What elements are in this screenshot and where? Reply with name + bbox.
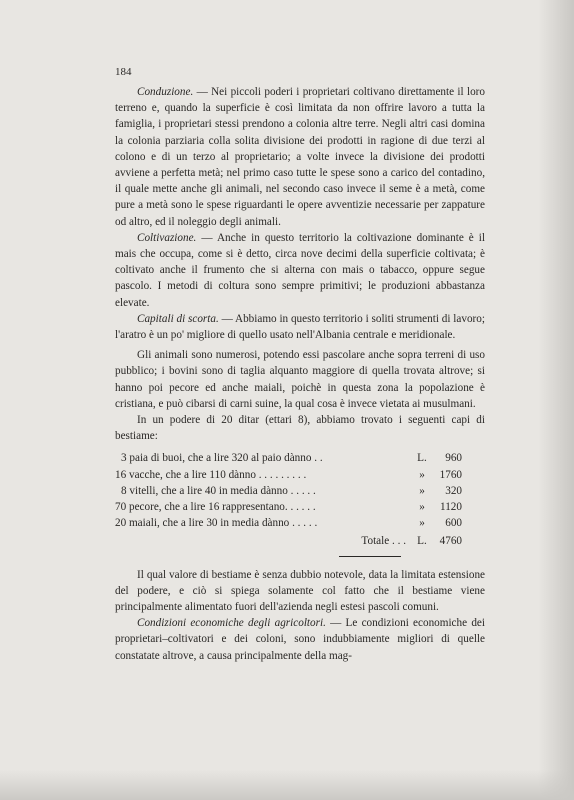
paragraph-text: — Nei piccoli poderi i proprietari coltivano direttamente il loro terreno e, quando la superficie è così limitata da non offrire lavoro a tutta la famiglia, i proprietari stessi prendono a colonia altre terre. Negli altri casi domina la colonia parziaria colla solita divisione dei prodotti in ragione di due terzi al colono e di un terzo al proprietario; a volte invece la divisione dei prodotti avviene a perfetta metà; nel primo caso tutte le spese sono a carico del contadino, il quale mette anche gli animali, nel secondo caso invece il seme è a metà, come pure a metà sono le spese riguardanti le opere avventizie necessarie per zappature od altro, ed il noleggio degli animali. bbox=[115, 86, 485, 228]
table-row bbox=[115, 450, 485, 466]
paragraph-text: Gli animali sono numerosi, potendo essi pascolare anche sopra terreni di uso pubblico; i bovini sono di taglia alquanto maggiore di quella trovata altrove; si hanno poi pecore ed anche maiali, poichè in questa zona la popolazione è cristiana, e può cibarsi di carni suine, la qual cosa è invece vietata ai musulmani. bbox=[115, 349, 485, 410]
total-underline bbox=[339, 556, 401, 557]
section-title: Condizioni economiche degli agricoltori. bbox=[137, 617, 326, 630]
row-currency: L. bbox=[417, 452, 427, 465]
row-currency: » bbox=[419, 517, 425, 530]
paragraph-valore bbox=[115, 567, 485, 616]
paragraph-text: — Anche in questo territorio la coltivazione dominante è il mais che occupa, come si è detto, circa nove decimi della superficie coltivata; è coltivato anche il frumento che si alterna con mais o tabacco, oppure segue pascolo. I metodi di coltura sono sempre primitivi; le produzioni abbastanza elevate. bbox=[115, 231, 485, 309]
row-amount: 960 bbox=[445, 452, 462, 465]
total-amount: 4760 bbox=[439, 535, 462, 548]
total-label: Totale . . . bbox=[361, 535, 406, 548]
row-amount: 1760 bbox=[439, 468, 462, 481]
section-title: Conduzione. bbox=[137, 86, 194, 98]
paragraph-conduzione bbox=[115, 84, 485, 230]
paragraph-text: — Abbiamo in questo territorio i soliti strumenti di lavoro; l'aratro è un po' migliore di quello usato nell'Albania centrale e meridionale. bbox=[115, 312, 485, 342]
row-description: 70 pecore, che a lire 16 rappresentano. . . . . . bbox=[115, 501, 316, 514]
paragraph-podere bbox=[115, 412, 485, 444]
table-total-row bbox=[115, 533, 485, 549]
row-description: 3 paia di buoi, che a lire 320 al paio dànno . . bbox=[121, 452, 323, 465]
row-description: 16 vacche, che a lire 110 dànno . . . . . . . . . bbox=[115, 468, 307, 481]
paragraph-coltivazione bbox=[115, 230, 485, 311]
page-bottom-shadow bbox=[0, 770, 574, 800]
page-number: 184 bbox=[115, 66, 132, 78]
total-currency: L. bbox=[417, 535, 427, 548]
paragraph-capitali bbox=[115, 311, 485, 343]
section-title: Capitali di scorta. bbox=[137, 312, 219, 325]
row-amount: 1120 bbox=[440, 501, 462, 514]
table-row bbox=[115, 499, 485, 515]
table-row bbox=[115, 515, 485, 531]
body-text bbox=[115, 84, 485, 664]
paragraph-text: — Le condizioni economiche dei proprietari–coltivatori e dei coloni, sono indubbiamente migliori di quelle constatate altrove, a causa principalmente della mag- bbox=[115, 617, 485, 662]
livestock-table bbox=[115, 450, 485, 556]
page-edge-shadow bbox=[538, 0, 574, 800]
row-description: 8 vitelli, che a lire 40 in media dànno . . . . . bbox=[121, 484, 316, 497]
row-amount: 600 bbox=[445, 517, 462, 530]
row-currency: » bbox=[419, 484, 425, 497]
table-row bbox=[115, 483, 485, 499]
paragraph-text: In un podere di 20 ditar (ettari 8), abbiamo trovato i seguenti capi di bestiame: bbox=[115, 414, 485, 443]
table-row bbox=[115, 467, 485, 483]
section-title: Coltivazione. bbox=[137, 231, 197, 244]
paragraph-animali bbox=[115, 347, 485, 412]
row-currency: » bbox=[419, 501, 425, 514]
row-description: 20 maiali, che a lire 30 in media dànno . . . . . bbox=[115, 517, 318, 530]
row-amount: 320 bbox=[445, 484, 462, 497]
row-currency: » bbox=[419, 468, 425, 481]
paragraph-text: Il qual valore di bestiame è senza dubbio notevole, data la limitata estensione del podere, e ciò si spiega solamente col fatto che il bestiame viene principalmente alimentato fuori dell'azienda negli estesi pascoli comuni. bbox=[115, 568, 485, 613]
paragraph-condizioni bbox=[115, 615, 485, 664]
